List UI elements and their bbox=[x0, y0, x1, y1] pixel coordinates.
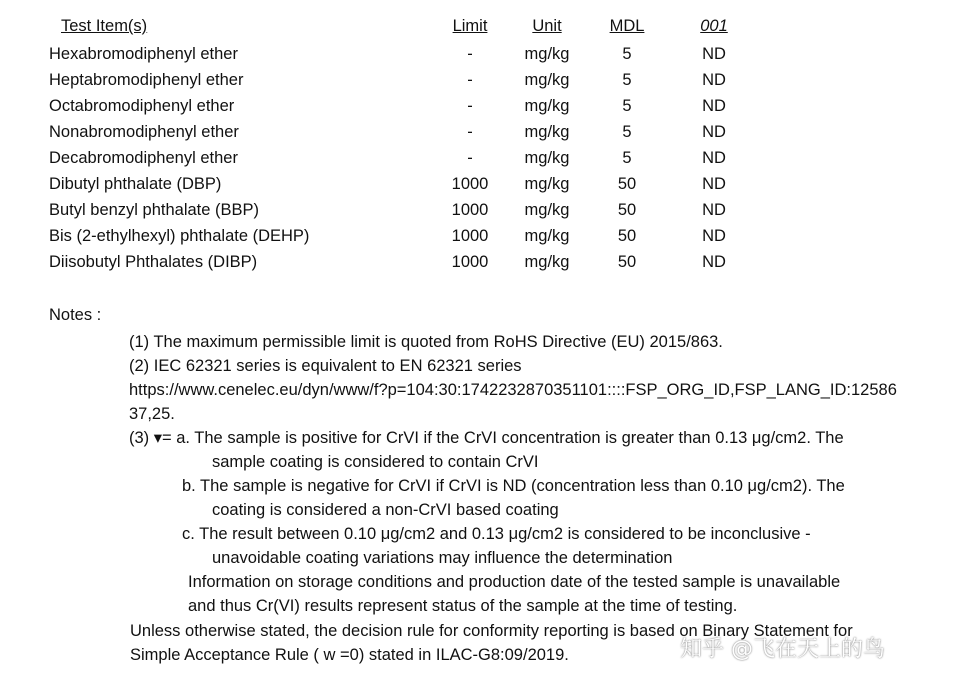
row-unit: mg/kg bbox=[524, 253, 570, 271]
row-test-item: Nonabromodiphenyl ether bbox=[49, 123, 239, 141]
table-row bbox=[0, 67, 970, 93]
header-unit: Unit bbox=[532, 17, 562, 35]
row-unit: mg/kg bbox=[524, 227, 570, 245]
row-limit: - bbox=[467, 45, 473, 63]
header-test-item: Test Item(s) bbox=[61, 17, 148, 35]
row-test-item: Octabromodiphenyl ether bbox=[49, 97, 235, 115]
note-line: (3) ▾= a. The sample is positive for CrVI if the CrVI concentration is greater than 0.13 μg/cm2. The bbox=[129, 429, 844, 447]
row-limit: - bbox=[467, 123, 473, 141]
row-unit: mg/kg bbox=[524, 201, 570, 219]
row-result: ND bbox=[702, 97, 726, 115]
row-mdl: 50 bbox=[617, 227, 637, 245]
note-line: sample coating is considered to contain CrVI bbox=[212, 453, 539, 471]
row-limit: - bbox=[467, 97, 473, 115]
table-row bbox=[0, 41, 970, 67]
row-test-item: Bis (2-ethylhexyl) phthalate (DEHP) bbox=[49, 227, 310, 245]
row-result: ND bbox=[702, 201, 726, 219]
row-result: ND bbox=[702, 123, 726, 141]
row-test-item: Butyl benzyl phthalate (BBP) bbox=[49, 201, 260, 219]
row-result: ND bbox=[702, 253, 726, 271]
note-line: Simple Acceptance Rule ( w =0) stated in ILAC-G8:09/2019. bbox=[130, 646, 569, 664]
row-result: ND bbox=[702, 227, 726, 245]
table-row bbox=[0, 171, 970, 197]
table-row bbox=[0, 119, 970, 145]
row-result: ND bbox=[702, 45, 726, 63]
row-mdl: 5 bbox=[622, 45, 632, 63]
row-result: ND bbox=[702, 71, 726, 89]
row-unit: mg/kg bbox=[524, 71, 570, 89]
row-mdl: 5 bbox=[622, 123, 632, 141]
row-limit: - bbox=[467, 71, 473, 89]
row-unit: mg/kg bbox=[524, 123, 570, 141]
table-row bbox=[0, 223, 970, 249]
row-limit: - bbox=[467, 149, 473, 167]
row-unit: mg/kg bbox=[524, 45, 570, 63]
watermark: 知乎 @飞在天上的鸟 bbox=[680, 637, 885, 662]
row-result: ND bbox=[702, 175, 726, 193]
row-limit: 1000 bbox=[451, 253, 489, 271]
header-mdl: MDL bbox=[609, 17, 645, 35]
note-url-line: 37,25. bbox=[129, 405, 175, 423]
note-line: Information on storage conditions and production date of the tested sample is unavailable bbox=[188, 573, 841, 591]
note-line: Unless otherwise stated, the decision rule for conformity reporting is based on Binary Statement for bbox=[130, 622, 853, 640]
table-row bbox=[0, 197, 970, 223]
table-header bbox=[0, 13, 970, 39]
table-row bbox=[0, 93, 970, 119]
note-line: b. The sample is negative for CrVI if CrVI is ND (concentration less than 0.10 μg/cm2). The bbox=[182, 477, 845, 495]
header-limit: Limit bbox=[452, 17, 488, 35]
row-mdl: 5 bbox=[622, 149, 632, 167]
row-result: ND bbox=[702, 149, 726, 167]
row-test-item: Diisobutyl Phthalates (DIBP) bbox=[49, 253, 258, 271]
notes-label: Notes : bbox=[49, 306, 102, 324]
note-url-line: https://www.cenelec.eu/dyn/www/f?p=104:30:1742232870351101::::FSP_ORG_ID,FSP_LANG_ID:12586 bbox=[129, 381, 897, 399]
row-limit: 1000 bbox=[451, 175, 489, 193]
table-row bbox=[0, 249, 970, 275]
row-mdl: 5 bbox=[622, 71, 632, 89]
row-test-item: Heptabromodiphenyl ether bbox=[49, 71, 244, 89]
note-line: c. The result between 0.10 μg/cm2 and 0.13 μg/cm2 is considered to be inconclusive - bbox=[182, 525, 811, 543]
header-sample-001: 001 bbox=[700, 17, 728, 35]
note-line: (2) IEC 62321 series is equivalent to EN 62321 series bbox=[129, 357, 522, 375]
note-line: (1) The maximum permissible limit is quoted from RoHS Directive (EU) 2015/863. bbox=[129, 333, 723, 351]
row-limit: 1000 bbox=[451, 201, 489, 219]
note-line: coating is considered a non-CrVI based coating bbox=[212, 501, 559, 519]
row-test-item: Decabromodiphenyl ether bbox=[49, 149, 238, 167]
row-unit: mg/kg bbox=[524, 149, 570, 167]
row-limit: 1000 bbox=[451, 227, 489, 245]
row-mdl: 5 bbox=[622, 97, 632, 115]
note-line: unavoidable coating variations may influence the determination bbox=[212, 549, 673, 567]
row-mdl: 50 bbox=[617, 201, 637, 219]
row-test-item: Hexabromodiphenyl ether bbox=[49, 45, 238, 63]
note-line: and thus Cr(VI) results represent status of the sample at the time of testing. bbox=[188, 597, 738, 615]
row-unit: mg/kg bbox=[524, 97, 570, 115]
row-mdl: 50 bbox=[617, 175, 637, 193]
table-row bbox=[0, 145, 970, 171]
row-unit: mg/kg bbox=[524, 175, 570, 193]
row-test-item: Dibutyl phthalate (DBP) bbox=[49, 175, 222, 193]
row-mdl: 50 bbox=[617, 253, 637, 271]
